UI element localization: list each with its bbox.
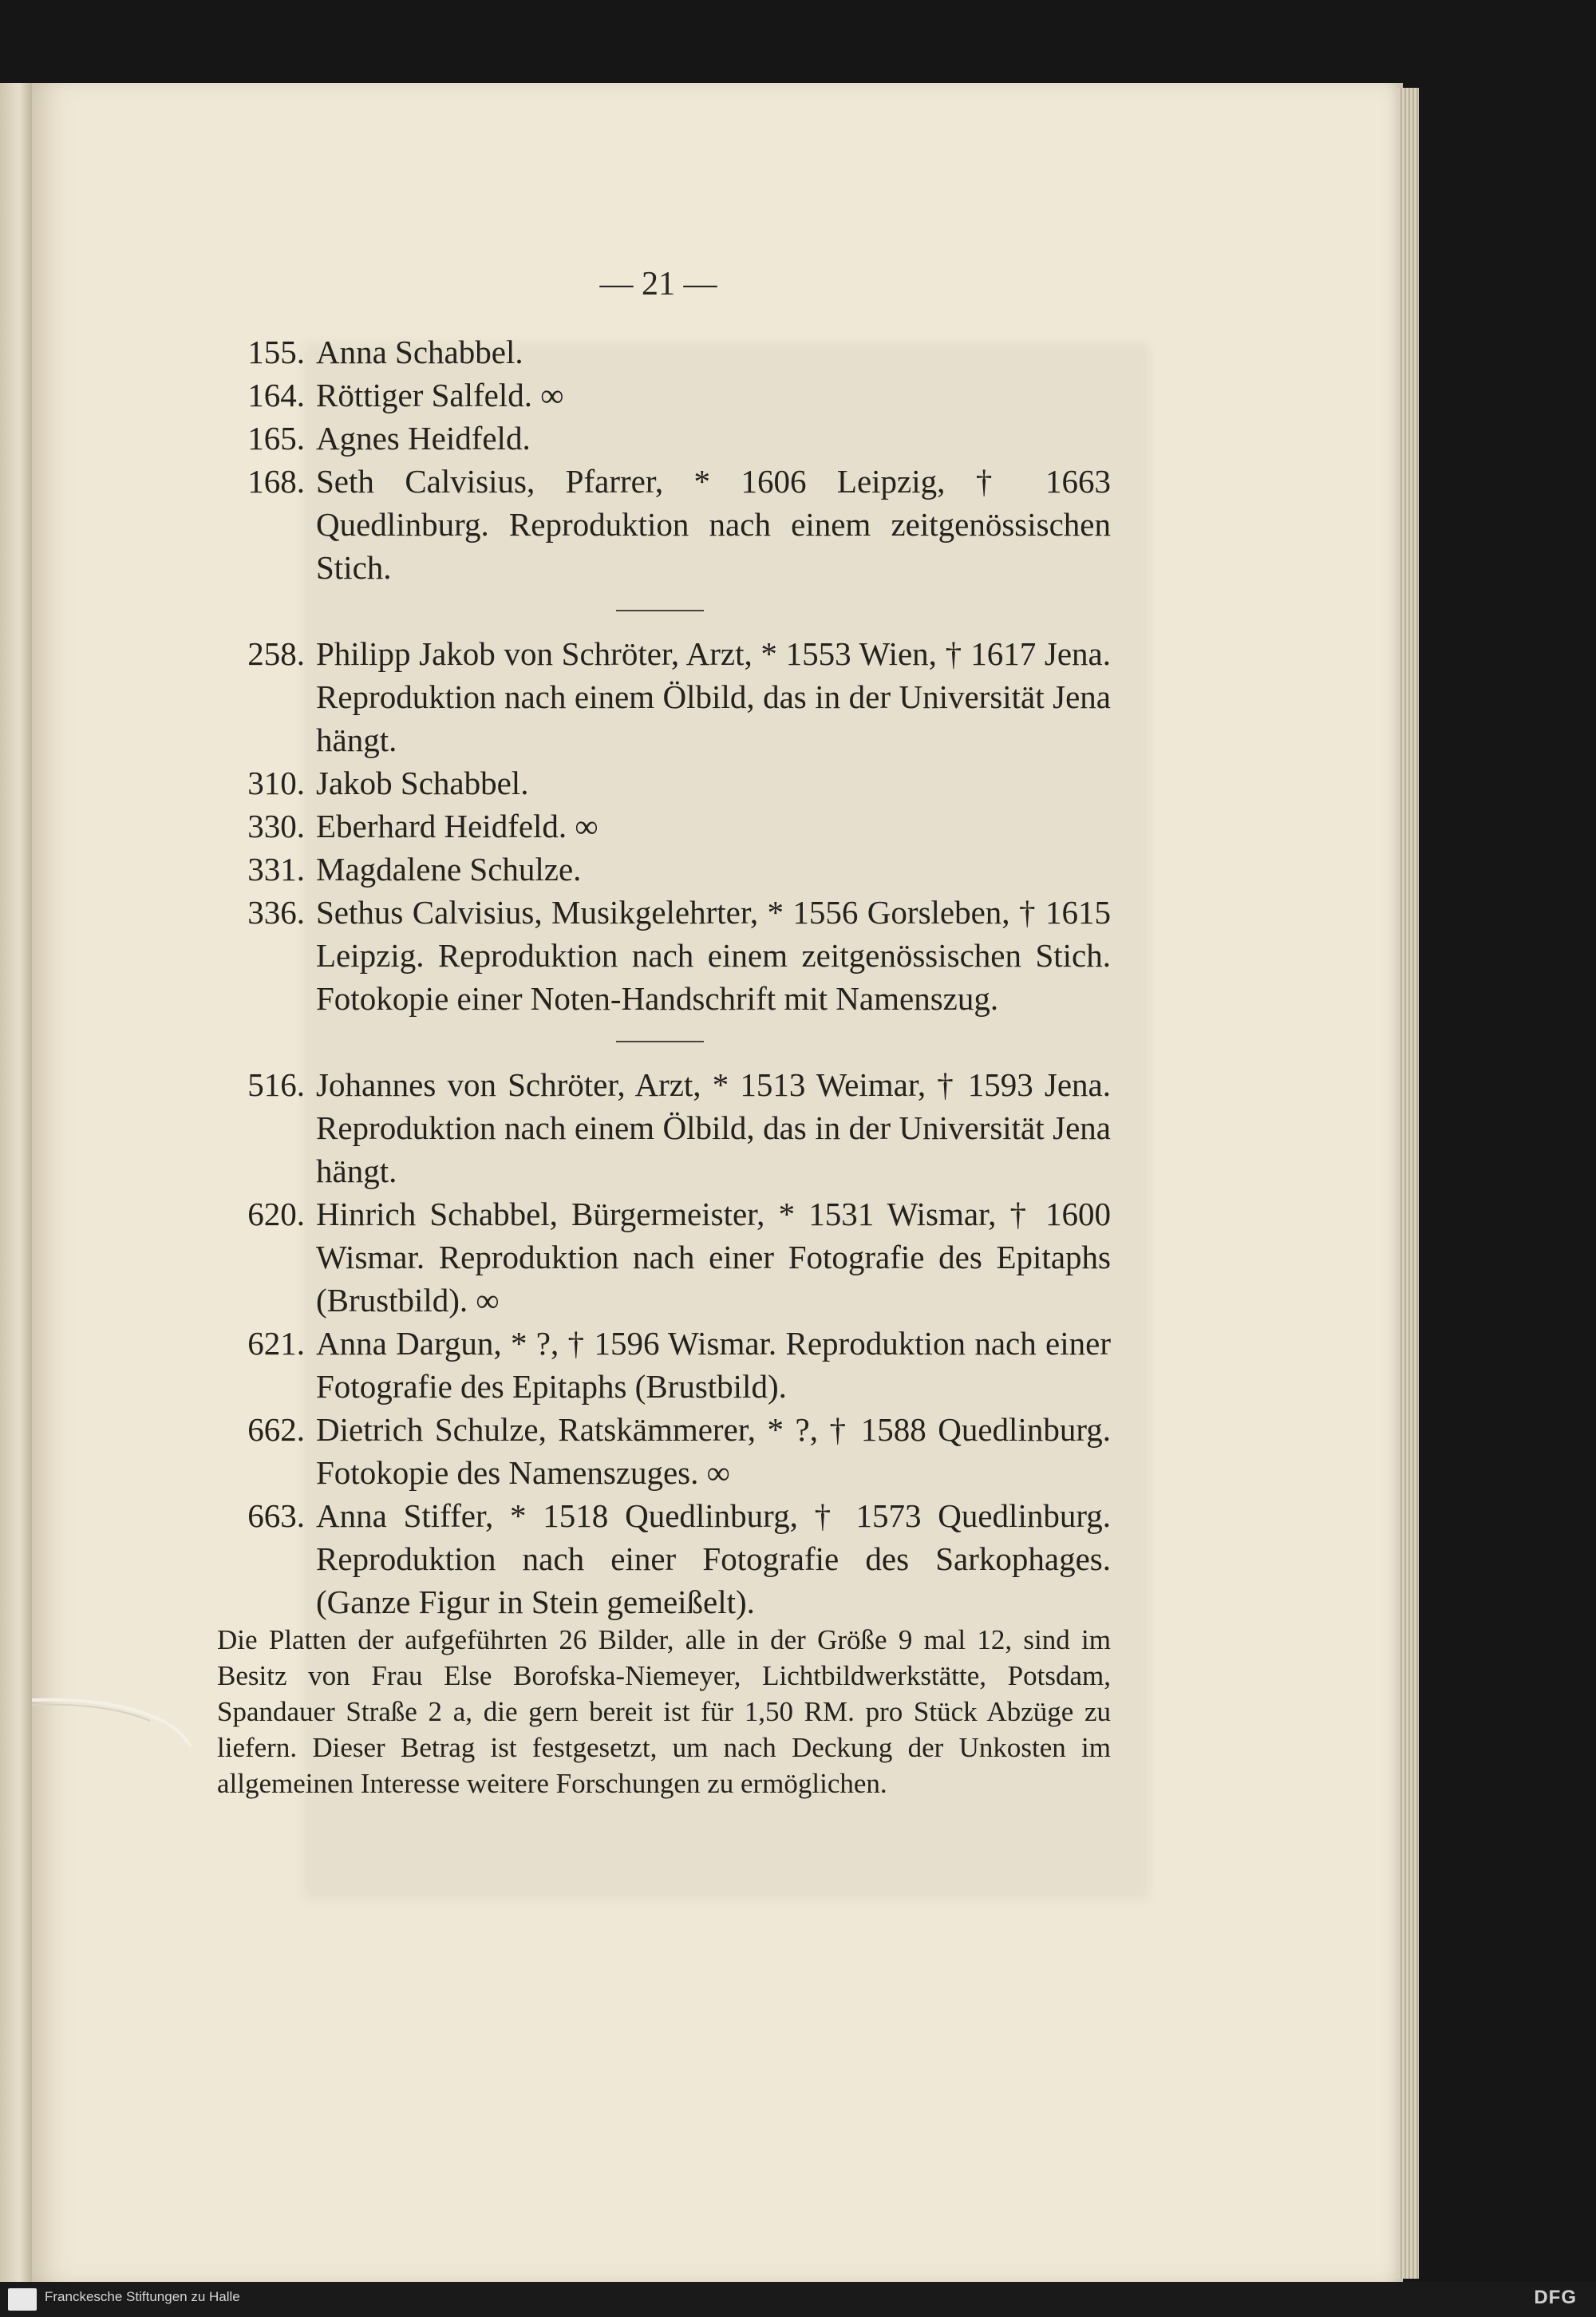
- list-item: [217, 632, 1111, 761]
- section-divider: [616, 1041, 704, 1042]
- binding-thread-icon: [32, 1684, 192, 1748]
- entry-text: Dietrich Schulze, Ratskämmerer, * ?, † 1588 Quedlinburg. Fotokopie des Namenszuges. ∞: [316, 1411, 1111, 1491]
- list-item: [217, 417, 1111, 460]
- entry-text: Anna Dargun, * ?, † 1596 Wismar. Reproduktion nach einer Fotografie des Epitaphs (Brustbild).: [316, 1325, 1111, 1405]
- institution-logo-icon: [8, 2288, 37, 2311]
- entry-text: Johannes von Schröter, Arzt, * 1513 Weimar, † 1593 Jena. Reproduktion nach einem Ölbild, das in der Universität Jena hängt.: [316, 1066, 1111, 1189]
- list-item: [217, 1192, 1111, 1322]
- list-item: [217, 1322, 1111, 1408]
- entry-text: Sethus Calvisius, Musikgelehrter, * 1556 Gorsleben, † 1615 Leipzig. Reproduktion nach einem zeitgenössischen Stich. Fotokopie einer Noten-Handschrift mit Namenszug.: [316, 894, 1111, 1017]
- entry-text: Hinrich Schabbel, Bürgermeister, * 1531 Wismar, † 1600 Wismar. Reproduktion nach einer Fotografie des Epitaphs (Brustbild). ∞: [316, 1196, 1111, 1319]
- entry-number: 164.: [247, 377, 305, 413]
- entry-text: Seth Calvisius, Pfarrer, * 1606 Leipzig, † 1663 Quedlinburg. Reproduktion nach einem zeitgenössischen Stich.: [316, 463, 1111, 586]
- list-item: [217, 1063, 1111, 1192]
- list-item: [217, 1408, 1111, 1494]
- entry-number: 336.: [247, 894, 305, 931]
- entry-number: 330.: [247, 808, 305, 844]
- list-item: [217, 761, 1111, 805]
- entry-number: 155.: [247, 334, 305, 370]
- entry-text: Anna Schabbel.: [316, 334, 523, 370]
- entry-number: 310.: [247, 765, 305, 801]
- entry-group-1: [217, 330, 1111, 589]
- entry-text: Philipp Jakob von Schröter, Arzt, * 1553 Wien, † 1617 Jena. Reproduktion nach einem Ölbild, das in der Universität Jena hängt.: [316, 635, 1111, 758]
- entry-text: Jakob Schabbel.: [316, 765, 529, 801]
- viewer-footer-bar: [0, 2282, 1596, 2317]
- entry-text: Magdalene Schulze.: [316, 851, 582, 888]
- entry-number: 621.: [247, 1325, 305, 1362]
- institution-name: Franckesche Stiftungen zu Halle: [45, 2289, 240, 2304]
- list-item: [217, 374, 1111, 417]
- entry-group-3: [217, 1063, 1111, 1623]
- list-item: [217, 805, 1111, 848]
- section-divider: [616, 610, 704, 611]
- entry-number: 331.: [247, 851, 305, 888]
- entry-number: 516.: [247, 1066, 305, 1103]
- entry-number: 258.: [247, 635, 305, 672]
- entry-number: 663.: [247, 1497, 305, 1534]
- list-item: [217, 891, 1111, 1020]
- page-stack-edge: [1398, 88, 1419, 2279]
- entry-number: 168.: [247, 463, 305, 500]
- list-item: [217, 848, 1111, 891]
- page-number: — 21 —: [599, 266, 717, 302]
- list-item: [217, 1494, 1111, 1623]
- facing-page-edge: [0, 83, 32, 2282]
- entry-number: 662.: [247, 1411, 305, 1448]
- entry-text: Eberhard Heidfeld. ∞: [316, 808, 598, 844]
- dfg-logo: DFG: [1534, 2287, 1577, 2308]
- entry-text: Anna Stiffer, * 1518 Quedlinburg, † 1573 Quedlinburg. Reproduktion nach einer Fotografie des Sarkophages. (Ganze Figur in Stein gemeißelt).: [316, 1497, 1111, 1620]
- entry-number: 620.: [247, 1196, 305, 1232]
- entry-text: Röttiger Salfeld. ∞: [316, 377, 564, 413]
- entry-text: Agnes Heidfeld.: [316, 420, 531, 457]
- list-item: [217, 330, 1111, 374]
- list-item: [217, 460, 1111, 589]
- entry-group-2: [217, 632, 1111, 1020]
- entry-list: [217, 330, 1111, 1623]
- closing-note: Die Platten der aufgeführten 26 Bilder, alle in der Größe 9 mal 12, sind im Besitz von Frau Else Borofska-Niemeyer, Lichtbildwerkstätte, Potsdam, Spandauer Straße 2 a, die gern bereit ist für 1,50 RM. pro Stück Abzüge zu liefern. Dieser Betrag ist festgesetzt, um nach Deckung der Unkosten im allgemeinen Interesse weitere Forschungen zu ermöglichen.: [217, 1624, 1111, 1799]
- entry-number: 165.: [247, 420, 305, 457]
